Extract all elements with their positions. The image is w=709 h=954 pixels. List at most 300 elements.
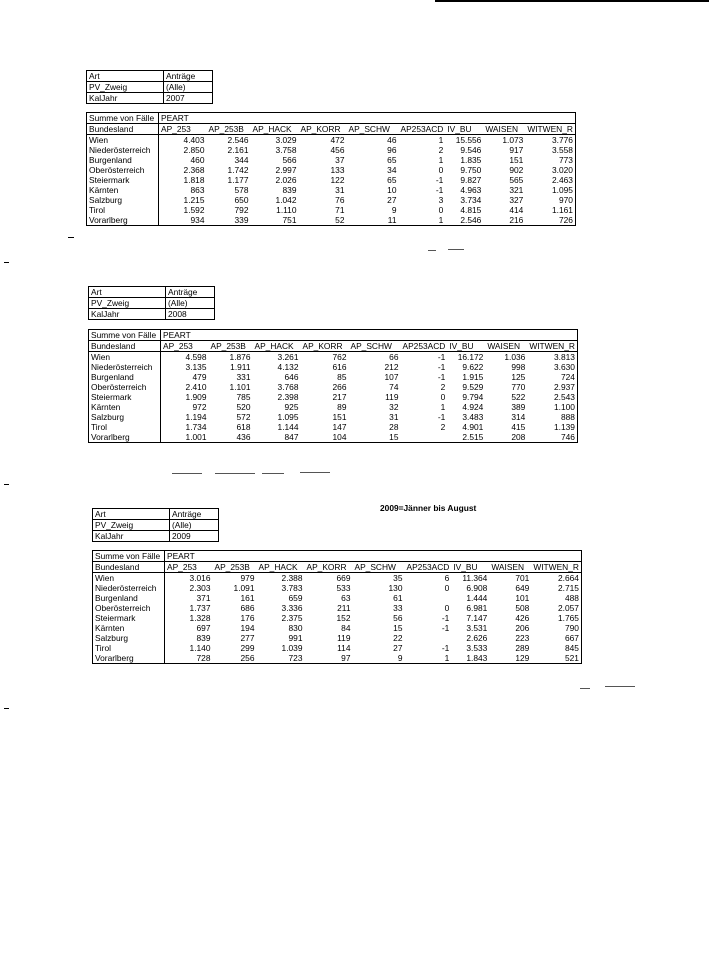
- row-label: Tirol: [89, 422, 161, 432]
- table-cell: 686: [240, 603, 255, 613]
- table-cell: 1.737: [189, 603, 211, 613]
- column-header: AP253ACD: [406, 562, 450, 572]
- table-cell: -1: [441, 643, 450, 653]
- table-cell: 785: [236, 392, 251, 402]
- table-cell: 3.029: [275, 135, 297, 145]
- table-cell: 0: [444, 583, 450, 593]
- table-row: [87, 175, 576, 185]
- pivot-top-blank: [207, 113, 576, 124]
- section-2008: [88, 286, 215, 320]
- table-cell: 925: [284, 402, 299, 412]
- table-cell: 1.592: [183, 205, 205, 215]
- pivot-field: PEART: [161, 330, 209, 341]
- table-cell: 4.963: [460, 185, 482, 195]
- table-cell: 194: [240, 623, 255, 633]
- table-cell: 522: [511, 392, 526, 402]
- table-cell: 533: [336, 583, 351, 593]
- table-cell: 521: [531, 653, 581, 664]
- row-label: Wien: [89, 352, 161, 363]
- pivot-field: PEART: [159, 113, 207, 124]
- table-cell: 206: [515, 623, 530, 633]
- table-cell: 414: [509, 205, 524, 215]
- table-cell: 4.901: [462, 422, 484, 432]
- table-cell: 565: [509, 175, 524, 185]
- table-cell: 1.328: [189, 613, 211, 623]
- table-cell: 1.095: [525, 185, 575, 195]
- table-cell: 934: [159, 215, 207, 226]
- table-cell: 1.835: [460, 155, 482, 165]
- table-cell: 2.626: [466, 633, 488, 643]
- table-cell: 16.172: [457, 352, 484, 362]
- table-row: [87, 135, 576, 146]
- table-cell: 3: [438, 195, 444, 205]
- period-note: 2009=Jänner bis August: [380, 503, 477, 513]
- column-header: AP_HACK: [253, 341, 301, 352]
- column-header: AP253ACD: [402, 341, 446, 351]
- table-cell: 151: [509, 155, 524, 165]
- table-cell: 6.908: [466, 583, 488, 593]
- table-cell: 96: [387, 145, 397, 155]
- table-cell: 426: [515, 613, 530, 623]
- table-cell: 107: [384, 372, 399, 382]
- row-label: Steiermark: [87, 175, 159, 185]
- column-header: WAISEN: [485, 341, 527, 352]
- table-cell: 4.132: [277, 362, 299, 372]
- column-header: AP_253: [161, 341, 209, 352]
- table-cell: 649: [515, 583, 530, 593]
- table-cell: 33: [393, 603, 403, 613]
- table-cell: 32: [389, 402, 399, 412]
- table-cell: 4.403: [183, 135, 205, 145]
- row-label: Vorarlberg: [93, 653, 165, 664]
- scan-dash: [262, 473, 284, 474]
- table-cell: 2.026: [275, 175, 297, 185]
- table-cell: 256: [213, 653, 257, 664]
- table-cell: 289: [515, 643, 530, 653]
- column-header: AP_253B: [209, 341, 253, 352]
- table-cell: [405, 593, 452, 603]
- table-cell: 1.042: [275, 195, 297, 205]
- pivot-2007: [86, 112, 576, 226]
- row-label: Kärnten: [89, 402, 161, 412]
- table-cell: 578: [234, 185, 249, 195]
- pivot-header-row: [93, 562, 582, 573]
- row-label: Niederösterreich: [89, 362, 161, 372]
- table-cell: 659: [288, 593, 303, 603]
- scan-top-line: [435, 0, 709, 2]
- table-cell: 3.758: [275, 145, 297, 155]
- column-header: Bundesland: [93, 562, 165, 573]
- table-cell: 3.531: [466, 623, 488, 633]
- table-cell: 3.630: [527, 362, 577, 372]
- table-row: [89, 362, 578, 372]
- table-row: [93, 653, 582, 664]
- table-cell: 1.915: [462, 372, 484, 382]
- table-cell: -1: [441, 623, 450, 633]
- table-cell: 2: [440, 382, 446, 392]
- row-label: Niederösterreich: [87, 145, 159, 155]
- table-cell: 1: [440, 402, 446, 412]
- table-cell: 31: [389, 412, 399, 422]
- pivot-header-row: [87, 124, 576, 135]
- table-cell: 460: [190, 155, 205, 165]
- table-cell: 371: [196, 593, 211, 603]
- pivot-top-blank: [209, 330, 578, 341]
- table-cell: 2.161: [227, 145, 249, 155]
- table-cell: 3.776: [525, 135, 575, 146]
- table-cell: 751: [251, 215, 299, 226]
- section-2009: [92, 508, 219, 542]
- table-cell: 1.843: [451, 653, 489, 664]
- table-cell: 11: [347, 215, 399, 226]
- table-cell: 66: [389, 352, 399, 362]
- table-cell: 22: [393, 633, 403, 643]
- table-cell: 1.100: [527, 402, 577, 412]
- table-cell: 4.815: [460, 205, 482, 215]
- table-cell: 344: [234, 155, 249, 165]
- table-cell: 472: [330, 135, 345, 145]
- table-row: [89, 432, 578, 443]
- table-cell: 37: [335, 155, 345, 165]
- table-cell: 1.911: [230, 362, 251, 372]
- filter-table: Art Anträge PV_Zweig (Alle) KalJahr 2009: [92, 508, 219, 542]
- pivot-table: [88, 329, 578, 443]
- table-cell: 1: [405, 653, 452, 664]
- table-cell: 1.194: [185, 412, 207, 422]
- table-cell: 208: [485, 432, 527, 443]
- table-cell: 1.039: [281, 643, 303, 653]
- table-cell: 211: [337, 603, 351, 613]
- pivot-top-row: [93, 551, 582, 562]
- table-cell: 1.734: [185, 422, 207, 432]
- column-header: AP_SCHW: [347, 124, 399, 135]
- table-cell: 125: [511, 372, 526, 382]
- column-header: AP_SCHW: [349, 341, 401, 352]
- table-cell: 572: [236, 412, 251, 422]
- table-cell: 74: [389, 382, 399, 392]
- column-header: AP_KORR: [301, 341, 349, 352]
- table-cell: 7.147: [466, 613, 488, 623]
- table-row: [87, 165, 576, 175]
- column-header: AP_253B: [213, 562, 257, 573]
- table-cell: 701: [515, 573, 530, 583]
- column-header: AP_253: [159, 124, 207, 135]
- table-cell: 1.161: [525, 205, 575, 215]
- table-cell: 520: [236, 402, 251, 412]
- table-cell: 724: [527, 372, 577, 382]
- row-label: Vorarlberg: [89, 432, 161, 443]
- pivot-table: [86, 112, 576, 226]
- table-cell: 847: [253, 432, 301, 443]
- pivot-field: PEART: [165, 551, 213, 562]
- table-cell: 3.734: [460, 195, 482, 205]
- table-cell: 839: [282, 185, 297, 195]
- table-cell: -1: [437, 362, 446, 372]
- table-cell: 3.483: [462, 412, 484, 422]
- table-cell: 119: [385, 392, 399, 402]
- table-cell: 314: [511, 412, 526, 422]
- table-cell: 2.410: [185, 382, 207, 392]
- table-cell: -1: [435, 185, 444, 195]
- column-header: AP_253B: [207, 124, 251, 135]
- scan-mark: [4, 484, 9, 485]
- table-cell: 830: [288, 623, 303, 633]
- table-cell: 1.001: [161, 432, 209, 443]
- pivot-top-blank: [213, 551, 582, 562]
- row-label: Burgenland: [89, 372, 161, 382]
- column-header: IV_BU: [447, 341, 485, 352]
- column-header: AP_KORR: [305, 562, 353, 573]
- table-cell: 217: [332, 392, 347, 402]
- table-cell: 147: [332, 422, 347, 432]
- table-cell: 46: [387, 135, 397, 145]
- table-cell: 2: [438, 145, 444, 155]
- table-cell: 321: [509, 185, 524, 195]
- table-cell: 101: [515, 593, 530, 603]
- table-cell: 89: [337, 402, 347, 412]
- table-row: [87, 195, 576, 205]
- table-cell: 508: [515, 603, 530, 613]
- table-cell: 339: [207, 215, 251, 226]
- table-cell: 3.533: [466, 643, 488, 653]
- table-cell: 723: [257, 653, 305, 664]
- table-cell: 728: [165, 653, 213, 664]
- table-cell: 2: [440, 422, 446, 432]
- table-cell: 129: [489, 653, 531, 664]
- table-cell: 762: [332, 352, 347, 362]
- table-cell: 726: [525, 215, 575, 226]
- table-cell: 104: [301, 432, 349, 443]
- table-cell: 3.336: [281, 603, 303, 613]
- table-cell: 97: [305, 653, 353, 664]
- table-cell: 9.529: [462, 382, 484, 392]
- table-cell: 10: [387, 185, 397, 195]
- table-cell: 1.073: [502, 135, 524, 145]
- table-cell: 15: [349, 432, 401, 443]
- table-cell: 1.876: [229, 352, 251, 362]
- table-cell: 65: [387, 155, 397, 165]
- pivot-table: [92, 550, 582, 664]
- table-cell: 863: [190, 185, 205, 195]
- table-row: [87, 215, 576, 226]
- row-label: Vorarlberg: [87, 215, 159, 226]
- column-header: AP_253: [165, 562, 213, 573]
- table-cell: 11.364: [462, 573, 488, 583]
- table-cell: 1.091: [233, 583, 255, 593]
- row-label: Kärnten: [87, 185, 159, 195]
- table-cell: 2.715: [531, 583, 581, 593]
- table-cell: 3.016: [189, 573, 211, 583]
- pivot-header-row: [89, 341, 578, 352]
- table-cell: 6.981: [466, 603, 488, 613]
- table-cell: 2.543: [527, 392, 577, 402]
- pivot-label: Summe von Fälle: [87, 113, 159, 124]
- row-label: Burgenland: [87, 155, 159, 165]
- table-cell: 114: [337, 643, 351, 653]
- table-cell: 773: [525, 155, 575, 165]
- table-cell: 0: [440, 392, 446, 402]
- table-cell: 15.556: [455, 135, 482, 145]
- column-header: WITWEN_R: [525, 124, 575, 135]
- pivot-label: Summe von Fälle: [89, 330, 161, 341]
- table-cell: 3.261: [277, 352, 299, 362]
- table-cell: 845: [531, 643, 581, 653]
- table-cell: 61: [393, 593, 403, 603]
- table-cell: 3.135: [185, 362, 207, 372]
- row-label: Wien: [87, 135, 159, 146]
- table-cell: [405, 633, 452, 643]
- table-cell: 31: [335, 185, 345, 195]
- table-cell: 1.818: [183, 175, 205, 185]
- table-cell: 76: [335, 195, 345, 205]
- table-cell: 488: [531, 593, 581, 603]
- table-cell: 52: [299, 215, 347, 226]
- table-cell: 84: [341, 623, 351, 633]
- table-cell: 917: [509, 145, 524, 155]
- filter-table: Art Anträge PV_Zweig (Alle) KalJahr 2007: [86, 70, 213, 104]
- table-cell: 616: [332, 362, 347, 372]
- table-row: [87, 155, 576, 165]
- table-cell: 2.997: [275, 165, 297, 175]
- column-header: Bundesland: [89, 341, 161, 352]
- table-cell: 1.101: [229, 382, 251, 392]
- scan-dash: [580, 688, 590, 689]
- table-cell: 456: [330, 145, 345, 155]
- table-cell: 3.813: [527, 352, 577, 363]
- row-label: Steiermark: [93, 613, 165, 623]
- table-cell: 28: [389, 422, 399, 432]
- table-cell: 0: [438, 205, 444, 215]
- table-cell: 130: [388, 583, 403, 593]
- row-label: Kärnten: [93, 623, 165, 633]
- table-cell: 331: [236, 372, 251, 382]
- filter-table: Art Anträge PV_Zweig (Alle) KalJahr 2008: [88, 286, 215, 320]
- table-cell: 479: [192, 372, 207, 382]
- table-cell: 2.664: [531, 573, 581, 584]
- table-cell: 2.515: [447, 432, 485, 443]
- table-cell: 3.020: [525, 165, 575, 175]
- row-label: Oberösterreich: [89, 382, 161, 392]
- table-cell: 646: [284, 372, 299, 382]
- table-row: [89, 402, 578, 412]
- table-row: [93, 573, 582, 584]
- table-cell: 667: [531, 633, 581, 643]
- table-cell: 618: [236, 422, 251, 432]
- table-cell: 299: [240, 643, 255, 653]
- table-cell: 669: [336, 573, 351, 583]
- table-cell: 9.546: [460, 145, 482, 155]
- table-cell: 2.398: [277, 392, 299, 402]
- table-cell: 0: [438, 165, 444, 175]
- pivot-label: Summe von Fälle: [93, 551, 165, 562]
- table-cell: 63: [341, 593, 351, 603]
- table-row: [93, 583, 582, 593]
- table-cell: 1.140: [189, 643, 211, 653]
- table-cell: 436: [209, 432, 253, 443]
- scan-mark: [68, 237, 74, 238]
- table-cell: 902: [509, 165, 524, 175]
- table-cell: 2.937: [527, 382, 577, 392]
- table-row: [87, 205, 576, 215]
- table-cell: 161: [240, 593, 255, 603]
- table-cell: 1.139: [527, 422, 577, 432]
- table-cell: 4.598: [185, 352, 207, 362]
- pivot-2008: [88, 329, 578, 443]
- pivot-2009: [92, 550, 582, 664]
- table-cell: 85: [337, 372, 347, 382]
- table-cell: 972: [192, 402, 207, 412]
- table-cell: 1.909: [185, 392, 207, 402]
- table-cell: 327: [509, 195, 524, 205]
- table-cell: 998: [511, 362, 526, 372]
- column-header: Bundesland: [87, 124, 159, 135]
- table-cell: 9.622: [462, 362, 484, 372]
- scan-mark: [4, 708, 9, 709]
- table-cell: 9: [353, 653, 405, 664]
- table-cell: 1.177: [227, 175, 249, 185]
- column-header: AP_SCHW: [353, 562, 405, 573]
- table-cell: -1: [437, 372, 446, 382]
- scan-dash: [428, 250, 436, 251]
- table-cell: 1.144: [277, 422, 299, 432]
- table-cell: 389: [511, 402, 526, 412]
- table-cell: 27: [387, 195, 397, 205]
- table-cell: 3.783: [281, 583, 303, 593]
- table-cell: 746: [527, 432, 577, 443]
- table-cell: 2.303: [189, 583, 211, 593]
- row-label: Niederösterreich: [93, 583, 165, 593]
- table-cell: 991: [288, 633, 303, 643]
- table-cell: 2.375: [281, 613, 303, 623]
- table-cell: 1: [438, 155, 444, 165]
- table-row: [93, 643, 582, 653]
- table-cell: -1: [441, 613, 450, 623]
- table-cell: 119: [337, 633, 351, 643]
- table-cell: 1: [399, 215, 446, 226]
- table-cell: 122: [330, 175, 345, 185]
- table-cell: 216: [483, 215, 525, 226]
- table-cell: 2.057: [531, 603, 581, 613]
- row-label: Oberösterreich: [93, 603, 165, 613]
- table-cell: 65: [387, 175, 397, 185]
- table-cell: 3.558: [525, 145, 575, 155]
- table-cell: 1.095: [277, 412, 299, 422]
- table-row: [89, 352, 578, 363]
- table-cell: 792: [234, 205, 249, 215]
- table-cell: 6: [444, 573, 450, 583]
- table-cell: 277: [240, 633, 255, 643]
- table-cell: 71: [335, 205, 345, 215]
- row-label: Tirol: [93, 643, 165, 653]
- table-cell: 1.742: [227, 165, 249, 175]
- table-cell: 1: [438, 135, 444, 145]
- table-cell: 56: [393, 613, 403, 623]
- scan-dash: [605, 686, 635, 687]
- table-cell: 1.444: [466, 593, 488, 603]
- row-label: Steiermark: [89, 392, 161, 402]
- table-cell: -1: [437, 412, 446, 422]
- table-cell: 970: [525, 195, 575, 205]
- table-cell: 1.215: [183, 195, 205, 205]
- table-row: [89, 372, 578, 382]
- column-header: WAISEN: [489, 562, 531, 573]
- section-2007: [86, 70, 213, 104]
- scan-dash: [215, 473, 255, 474]
- column-header: AP_HACK: [257, 562, 305, 573]
- table-cell: 888: [527, 412, 577, 422]
- table-cell: -1: [435, 175, 444, 185]
- pivot-top-row: [87, 113, 576, 124]
